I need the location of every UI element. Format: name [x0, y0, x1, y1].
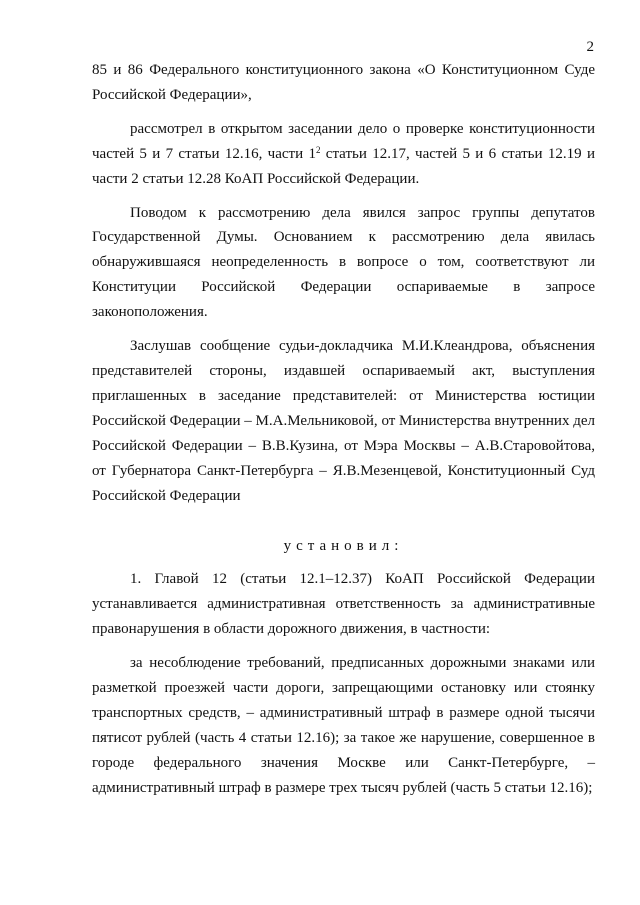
- paragraph-hearing: Заслушав сообщение судьи-докладчика М.И.Клеандрова, объяснения представителей стороны, издавшей оспариваемый акт, выступления приглашенных в заседание представителей: от Министерства юстиции Российской Федерации – М.А.Мельниковой, от Министерства внутренних дел Российской Федерации – В.В.Кузина, от Мэра Москвы – А.В.Старовойтова, от Губернатора Санкт-Петербурга – Я.В.Мезенцевой, Конституционный Суд Российской Федерации: [92, 338, 595, 504]
- paragraph-intro: 85 и 86 Федерального конституционного закона «О Конституционном Суде Российской Федерации»,: [92, 62, 595, 103]
- paragraph-considered-part1: рассмотрел в открытом заседании дело о проверке конституционности частей 5 и 7 статьи 12.16, части 1: [92, 120, 595, 162]
- superscript-index: 2: [315, 144, 321, 155]
- section-heading: установил:: [283, 538, 404, 555]
- paragraph-chapter-12: 1. Главой 12 (статьи 12.1–12.37) КоАП Российской Федерации устанавливается административная ответственность за административные правонарушения в области дорожного движения, в частности:: [92, 571, 595, 638]
- page-number: 2: [586, 39, 594, 55]
- paragraph-considered-part2: статьи 12.17, частей 5 и 6 статьи 12.19 и части 2 статьи 12.28 КоАП Российской Федерации.: [92, 145, 595, 187]
- paragraph-considered: [92, 117, 595, 192]
- paragraph-grounds: Поводом к рассмотрению дела явился запрос группы депутатов Государственной Думы. Основанием к рассмотрению дела явилась обнаружившаяся неопределенность в вопросе о том, соответствуют ли Конституции Российской Федерации оспариваемые в запросе законоположения.: [92, 204, 595, 321]
- document-body: [92, 58, 595, 800]
- paragraph-fines: за несоблюдение требований, предписанных дорожными знаками или разметкой проезжей части дороги, запрещающими остановку или стоянку транспортных средств, – административный штраф в размере одной тысячи пятисот рублей (часть 4 статьи 12.16); за такое же нарушение, совершенное в городе федерального значения Москве или Санкт-Петербурге, – административный штраф в размере трех тысяч рублей (часть 5 статьи 12.16);: [92, 655, 595, 796]
